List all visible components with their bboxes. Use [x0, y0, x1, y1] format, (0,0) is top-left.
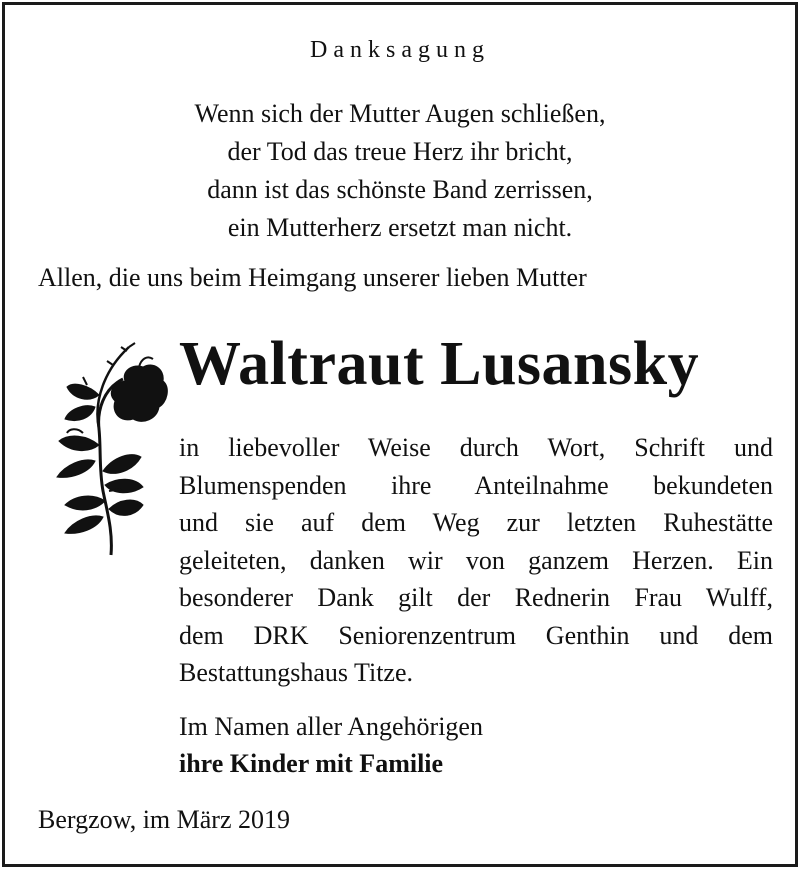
poem-line: der Tod das treue Herz ihr bricht,	[227, 137, 573, 166]
rose-icon	[43, 341, 171, 557]
closing-block	[179, 708, 483, 782]
signature: ihre Kinder mit Familie	[179, 749, 444, 778]
deceased-name: Waltraut Lusansky	[179, 330, 700, 398]
poem-line: Wenn sich der Mutter Augen schließen,	[194, 99, 606, 128]
obituary-notice	[2, 2, 798, 867]
paragraph-line: Blumenspenden ihre Anteilnahme bekundeten	[179, 470, 773, 500]
paragraph-line: in liebevoller Weise durch Wort, Schrift und	[179, 433, 773, 462]
poem	[5, 95, 795, 247]
heading: Danksagung	[310, 37, 490, 63]
paragraph-line: Bestattungshaus Titze.	[179, 658, 414, 687]
thanks-paragraph	[179, 429, 773, 692]
poem-line: ein Mutterherz ersetzt man nicht.	[227, 213, 573, 242]
poem-line: dann ist das schönste Band zerrissen,	[207, 175, 593, 204]
paragraph-line: dem DRK Seniorenzentrum Genthin und dem	[179, 620, 773, 650]
place-date: Bergzow, im März 2019	[38, 805, 291, 834]
paragraph-line: und sie auf dem Weg zur letzten Ruhestätte	[179, 508, 773, 537]
paragraph-line: besonderer Dank gilt der Rednerin Frau Wulff,	[179, 583, 773, 612]
closing-text: Im Namen aller Angehörigen	[179, 712, 483, 741]
intro-text: Allen, die uns beim Heimgang unserer lieben Mutter	[38, 263, 587, 292]
paragraph-line: geleiteten, danken wir von ganzem Herzen. Ein	[179, 545, 773, 575]
